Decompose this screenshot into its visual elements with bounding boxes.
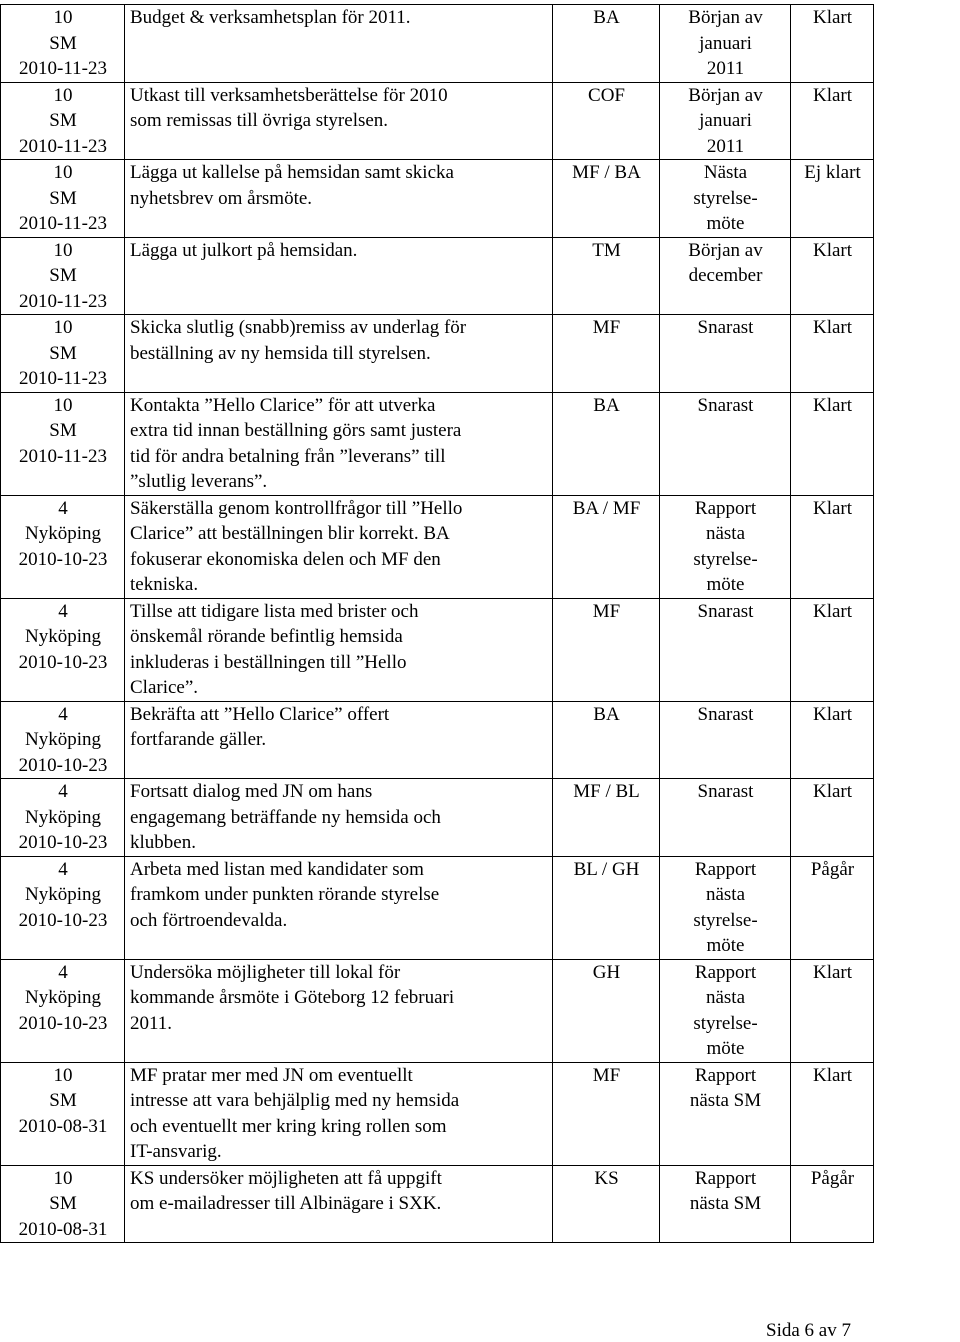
responsible-cell-line: MF bbox=[592, 317, 621, 338]
responsible-cell bbox=[553, 82, 660, 160]
task-cell-line: och förtroendevalda. bbox=[130, 909, 288, 931]
meeting-cell bbox=[1, 1165, 125, 1243]
meeting-cell-line: 10 bbox=[53, 239, 73, 261]
deadline-cell-line: Snarast bbox=[697, 394, 754, 416]
responsible-cell bbox=[553, 959, 660, 1062]
deadline-cell-line: Början av bbox=[688, 7, 763, 28]
task-cell bbox=[125, 779, 553, 857]
responsible-cell-line: BA bbox=[593, 394, 620, 416]
table-row bbox=[1, 598, 874, 701]
task-cell bbox=[125, 1062, 553, 1165]
status-cell bbox=[791, 495, 874, 598]
table-row bbox=[1, 856, 874, 959]
responsible-cell bbox=[553, 701, 660, 779]
table-row bbox=[1, 959, 874, 1062]
task-cell-line: fortfarande gäller. bbox=[130, 729, 267, 750]
action-items-body bbox=[1, 5, 874, 1243]
deadline-cell-line: nästa SM bbox=[689, 1090, 762, 1111]
responsible-cell-line: MF bbox=[592, 600, 621, 622]
responsible-cell-line: BA bbox=[593, 7, 620, 28]
deadline-cell-line: nästa bbox=[705, 523, 746, 544]
responsible-cell bbox=[553, 1062, 660, 1165]
task-cell-line: önskemål rörande befintlig hemsida bbox=[130, 626, 403, 647]
status-cell bbox=[791, 856, 874, 959]
meeting-cell-line: SM bbox=[49, 342, 77, 364]
deadline-cell-line: Rapport bbox=[694, 1064, 757, 1086]
status-cell bbox=[791, 1062, 874, 1165]
task-cell-line: extra tid innan beställning görs samt justera bbox=[130, 420, 462, 441]
task-cell-line: Säkerställa genom kontrollfrågor till ”Hello bbox=[130, 497, 463, 519]
deadline-cell bbox=[660, 392, 791, 495]
task-cell-line: KS undersöker möjligheten att få uppgift bbox=[130, 1167, 442, 1189]
table-row bbox=[1, 5, 874, 83]
task-cell bbox=[125, 5, 553, 83]
task-cell bbox=[125, 160, 553, 238]
task-cell-line: Clarice”. bbox=[130, 677, 199, 698]
meeting-cell-line: 2010-10-23 bbox=[18, 548, 108, 570]
meeting-cell-line: 4 bbox=[58, 961, 68, 983]
meeting-cell-line: 2010-10-23 bbox=[18, 832, 108, 853]
deadline-cell-line: 2011 bbox=[706, 58, 745, 79]
meeting-cell-line: 4 bbox=[58, 703, 68, 725]
deadline-cell-line: Rapport bbox=[694, 497, 757, 519]
deadline-cell-line: Snarast bbox=[697, 703, 754, 725]
responsible-cell bbox=[553, 160, 660, 238]
task-cell-line: om e-mailadresser till Albinägare i SXK. bbox=[130, 1193, 442, 1214]
meeting-cell-line: Nyköping bbox=[25, 626, 101, 647]
deadline-cell-line: nästa SM bbox=[689, 1193, 762, 1214]
meeting-cell bbox=[1, 1062, 125, 1165]
deadline-cell bbox=[660, 701, 791, 779]
meeting-cell-line: 4 bbox=[58, 600, 68, 622]
deadline-cell-line: januari bbox=[699, 110, 752, 131]
responsible-cell-line: COF bbox=[588, 84, 625, 106]
responsible-cell bbox=[553, 1165, 660, 1243]
status-cell-line: Pågår bbox=[810, 858, 855, 880]
task-cell-line: Arbeta med listan med kandidater som bbox=[130, 858, 424, 880]
deadline-cell-line: möte bbox=[706, 213, 745, 234]
meeting-cell bbox=[1, 598, 125, 701]
task-cell bbox=[125, 237, 553, 315]
task-cell bbox=[125, 82, 553, 160]
meeting-cell-line: 10 bbox=[53, 162, 73, 183]
task-cell-line: fokuserar ekonomiska delen och MF den bbox=[130, 548, 441, 570]
status-cell-line: Pågår bbox=[810, 1167, 855, 1189]
status-cell-line: Klart bbox=[812, 497, 853, 519]
task-cell-line: Skicka slutlig (snabb)remiss av underlag för bbox=[130, 317, 467, 338]
meeting-cell-line: 10 bbox=[53, 1167, 73, 1189]
meeting-cell-line: 10 bbox=[53, 394, 73, 416]
meeting-cell-line: 2010-08-31 bbox=[18, 1218, 108, 1240]
meeting-cell-line: SM bbox=[49, 32, 77, 54]
task-cell bbox=[125, 959, 553, 1062]
status-cell bbox=[791, 5, 874, 83]
task-cell-line: tekniska. bbox=[130, 574, 199, 595]
meeting-cell-line: 2010-11-23 bbox=[19, 368, 107, 389]
status-cell bbox=[791, 315, 874, 393]
table-row bbox=[1, 392, 874, 495]
status-cell bbox=[791, 598, 874, 701]
task-cell-line: Lägga ut julkort på hemsidan. bbox=[130, 239, 358, 261]
deadline-cell-line: möte bbox=[706, 574, 745, 595]
meeting-cell-line: 2010-11-23 bbox=[19, 213, 107, 234]
deadline-cell bbox=[660, 495, 791, 598]
table-row bbox=[1, 701, 874, 779]
deadline-cell bbox=[660, 598, 791, 701]
status-cell-line: Klart bbox=[812, 600, 853, 622]
deadline-cell bbox=[660, 5, 791, 83]
status-cell-line: Klart bbox=[812, 781, 853, 802]
task-cell-line: klubben. bbox=[130, 832, 196, 853]
status-cell bbox=[791, 392, 874, 495]
status-cell-line: Klart bbox=[812, 239, 853, 261]
deadline-cell-line: styrelse- bbox=[693, 1012, 758, 1034]
meeting-cell-line: 10 bbox=[53, 1064, 73, 1086]
meeting-cell-line: 2010-11-23 bbox=[19, 135, 107, 157]
task-cell-line: ”slutlig leverans”. bbox=[130, 471, 268, 492]
task-cell bbox=[125, 701, 553, 779]
status-cell bbox=[791, 779, 874, 857]
meeting-cell-line: SM bbox=[49, 1090, 77, 1111]
deadline-cell bbox=[660, 160, 791, 238]
deadline-cell-line: Snarast bbox=[697, 317, 754, 338]
meeting-cell bbox=[1, 959, 125, 1062]
status-cell-line: Ej klart bbox=[804, 162, 861, 183]
action-items-table bbox=[0, 4, 874, 1243]
page-number: Sida 6 av 7 bbox=[766, 1320, 851, 1341]
task-cell-line: Utkast till verksamhetsberättelse för 2010 bbox=[130, 84, 448, 106]
responsible-cell-line: BA bbox=[593, 703, 620, 725]
table-row bbox=[1, 1062, 874, 1165]
task-cell-line: Tillse att tidigare lista med brister och bbox=[130, 600, 419, 622]
meeting-cell bbox=[1, 237, 125, 315]
responsible-cell bbox=[553, 5, 660, 83]
responsible-cell bbox=[553, 392, 660, 495]
task-cell-line: och eventuellt mer kring kring rollen som bbox=[130, 1115, 447, 1137]
deadline-cell-line: december bbox=[688, 265, 763, 286]
task-cell-line: framkom under punkten rörande styrelse bbox=[130, 884, 440, 905]
responsible-cell-line: BA / MF bbox=[572, 497, 641, 519]
task-cell bbox=[125, 315, 553, 393]
status-cell bbox=[791, 959, 874, 1062]
meeting-cell-line: 2010-11-23 bbox=[19, 445, 107, 467]
status-cell bbox=[791, 1165, 874, 1243]
task-cell-line: Budget & verksamhetsplan för 2011. bbox=[130, 7, 411, 28]
deadline-cell-line: möte bbox=[706, 1038, 745, 1059]
task-cell-line: intresse att vara behjälplig med ny hemsida bbox=[130, 1090, 460, 1111]
task-cell-line: MF pratar mer med JN om eventuellt bbox=[130, 1064, 413, 1086]
task-cell-line: nyhetsbrev om årsmöte. bbox=[130, 187, 313, 209]
deadline-cell-line: möte bbox=[706, 935, 745, 956]
deadline-cell bbox=[660, 959, 791, 1062]
deadline-cell-line: 2011 bbox=[706, 135, 745, 157]
responsible-cell bbox=[553, 495, 660, 598]
task-cell-line: Lägga ut kallelse på hemsidan samt skicka bbox=[130, 162, 454, 183]
meeting-cell-line: SM bbox=[49, 265, 77, 286]
meeting-cell-line: 2010-10-23 bbox=[18, 651, 108, 673]
meeting-cell-line: SM bbox=[49, 187, 77, 209]
meeting-cell-line: 10 bbox=[53, 317, 73, 338]
meeting-cell-line: 4 bbox=[58, 858, 68, 880]
task-cell-line: som remissas till övriga styrelsen. bbox=[130, 110, 389, 131]
meeting-cell-line: 4 bbox=[58, 781, 68, 802]
meeting-cell bbox=[1, 5, 125, 83]
meeting-cell-line: 2010-10-23 bbox=[18, 754, 108, 776]
task-cell bbox=[125, 598, 553, 701]
responsible-cell bbox=[553, 237, 660, 315]
responsible-cell bbox=[553, 856, 660, 959]
task-cell bbox=[125, 392, 553, 495]
deadline-cell bbox=[660, 315, 791, 393]
deadline-cell-line: styrelse- bbox=[693, 187, 758, 209]
responsible-cell-line: TM bbox=[592, 239, 621, 261]
meeting-cell-line: 2010-08-31 bbox=[18, 1115, 108, 1137]
responsible-cell-line: MF / BL bbox=[573, 781, 640, 802]
status-cell bbox=[791, 82, 874, 160]
status-cell-line: Klart bbox=[812, 1064, 853, 1086]
meeting-cell bbox=[1, 495, 125, 598]
status-cell-line: Klart bbox=[812, 7, 853, 28]
deadline-cell bbox=[660, 1165, 791, 1243]
task-cell bbox=[125, 495, 553, 598]
deadline-cell-line: Början av bbox=[688, 239, 763, 261]
deadline-cell-line: Början av bbox=[688, 84, 763, 106]
meeting-cell-line: 2010-11-23 bbox=[19, 58, 107, 79]
responsible-cell bbox=[553, 598, 660, 701]
task-cell bbox=[125, 856, 553, 959]
task-cell-line: Undersöka möjligheter till lokal för bbox=[130, 961, 401, 983]
meeting-cell bbox=[1, 856, 125, 959]
deadline-cell-line: nästa bbox=[705, 884, 746, 905]
meeting-cell-line: SM bbox=[49, 420, 77, 441]
task-cell-line: beställning av ny hemsida till styrelsen. bbox=[130, 342, 431, 364]
status-cell bbox=[791, 237, 874, 315]
deadline-cell bbox=[660, 779, 791, 857]
deadline-cell-line: nästa bbox=[705, 987, 746, 1008]
responsible-cell-line: MF bbox=[592, 1064, 621, 1086]
deadline-cell-line: Snarast bbox=[697, 600, 754, 622]
responsible-cell-line: GH bbox=[592, 961, 621, 983]
deadline-cell-line: Nästa bbox=[703, 162, 748, 183]
task-cell bbox=[125, 1165, 553, 1243]
task-cell-line: IT-ansvarig. bbox=[130, 1141, 222, 1162]
task-cell-line: tid för andra betalning från ”leverans” till bbox=[130, 445, 446, 467]
meeting-cell-line: 10 bbox=[53, 84, 73, 106]
status-cell bbox=[791, 701, 874, 779]
task-cell-line: Fortsatt dialog med JN om hans bbox=[130, 781, 373, 802]
status-cell-line: Klart bbox=[812, 961, 853, 983]
meeting-cell-line: Nyköping bbox=[25, 987, 101, 1008]
table-row bbox=[1, 495, 874, 598]
deadline-cell-line: styrelse- bbox=[693, 548, 758, 570]
deadline-cell bbox=[660, 1062, 791, 1165]
meeting-cell bbox=[1, 392, 125, 495]
table-row bbox=[1, 82, 874, 160]
status-cell-line: Klart bbox=[812, 317, 853, 338]
responsible-cell-line: MF / BA bbox=[572, 162, 641, 183]
deadline-cell-line: januari bbox=[699, 32, 752, 54]
meeting-cell bbox=[1, 701, 125, 779]
table-row bbox=[1, 237, 874, 315]
table-row bbox=[1, 315, 874, 393]
task-cell-line: Bekräfta att ”Hello Clarice” offert bbox=[130, 703, 390, 725]
meeting-cell bbox=[1, 160, 125, 238]
task-cell-line: 2011. bbox=[130, 1012, 173, 1034]
meeting-cell-line: 2010-10-23 bbox=[18, 909, 108, 931]
status-cell-line: Klart bbox=[812, 703, 853, 725]
task-cell-line: inkluderas i beställningen till ”Hello bbox=[130, 651, 407, 673]
meeting-cell-line: 2010-11-23 bbox=[19, 290, 107, 312]
meeting-cell bbox=[1, 82, 125, 160]
responsible-cell bbox=[553, 315, 660, 393]
table-row bbox=[1, 1165, 874, 1243]
task-cell-line: engagemang beträffande ny hemsida och bbox=[130, 806, 441, 828]
deadline-cell-line: Snarast bbox=[697, 781, 754, 802]
deadline-cell-line: Rapport bbox=[694, 858, 757, 880]
meeting-cell-line: SM bbox=[49, 110, 77, 131]
responsible-cell bbox=[553, 779, 660, 857]
status-cell bbox=[791, 160, 874, 238]
status-cell-line: Klart bbox=[812, 394, 853, 416]
meeting-cell bbox=[1, 779, 125, 857]
meeting-cell-line: 2010-10-23 bbox=[18, 1012, 108, 1034]
table-row bbox=[1, 779, 874, 857]
deadline-cell-line: styrelse- bbox=[693, 909, 758, 931]
task-cell-line: kommande årsmöte i Göteborg 12 februari bbox=[130, 987, 455, 1008]
responsible-cell-line: KS bbox=[594, 1167, 619, 1189]
table-row bbox=[1, 160, 874, 238]
meeting-cell-line: Nyköping bbox=[25, 729, 101, 750]
responsible-cell-line: BL / GH bbox=[573, 858, 640, 880]
meeting-cell-line: 4 bbox=[58, 497, 68, 519]
meeting-cell-line: SM bbox=[49, 1193, 77, 1214]
deadline-cell bbox=[660, 856, 791, 959]
meeting-cell-line: 10 bbox=[53, 7, 73, 28]
meeting-cell bbox=[1, 315, 125, 393]
deadline-cell-line: Rapport bbox=[694, 1167, 757, 1189]
task-cell-line: Kontakta ”Hello Clarice” för att utverka bbox=[130, 394, 436, 416]
meeting-cell-line: Nyköping bbox=[25, 806, 101, 828]
meeting-cell-line: Nyköping bbox=[25, 884, 101, 905]
deadline-cell bbox=[660, 237, 791, 315]
task-cell-line: Clarice” att beställningen blir korrekt. BA bbox=[130, 523, 450, 544]
deadline-cell bbox=[660, 82, 791, 160]
status-cell-line: Klart bbox=[812, 84, 853, 106]
deadline-cell-line: Rapport bbox=[694, 961, 757, 983]
meeting-cell-line: Nyköping bbox=[25, 523, 101, 544]
